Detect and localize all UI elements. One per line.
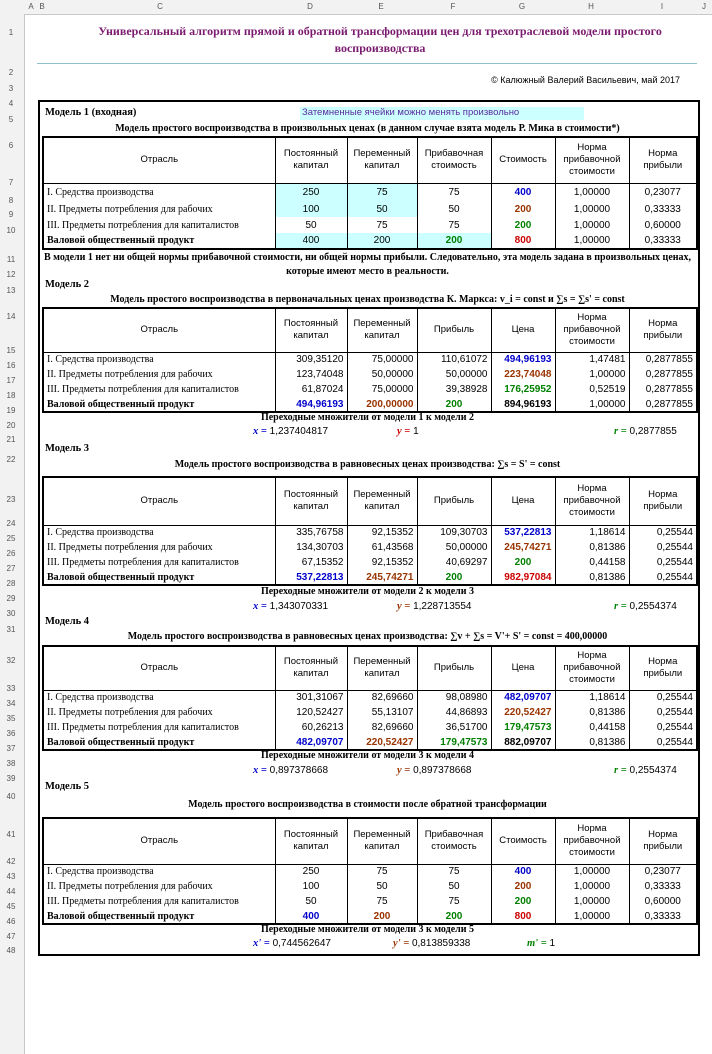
sector-cell-total[interactable]: Валовой общественный продукт bbox=[43, 397, 275, 412]
col-header-i[interactable]: I bbox=[660, 2, 664, 11]
model2-label: Модель 2 bbox=[45, 279, 90, 290]
hdr-var[interactable]: Переменный капитал bbox=[347, 818, 417, 864]
model1-comment: В модели 1 нет ни общей нормы прибавочной стоимости, ни общей нормы прибыли. Следовательно, эта модель задана в произвольных ценах, которые имеют место в реальности. bbox=[43, 252, 692, 277]
row-header-41[interactable]: 41 bbox=[6, 830, 16, 839]
hdr-value[interactable]: Стоимость bbox=[491, 818, 555, 864]
total-cell[interactable]: 200 bbox=[417, 397, 491, 412]
row-header-27[interactable]: 27 bbox=[6, 564, 16, 573]
hdr-norm-profit[interactable]: Норма прибыли bbox=[629, 646, 697, 690]
row-header-37[interactable]: 37 bbox=[6, 744, 16, 753]
editable-cell[interactable]: 50 bbox=[347, 201, 417, 217]
r-value[interactable]: 0,2554374 bbox=[629, 601, 677, 612]
row-header-19[interactable]: 19 bbox=[6, 406, 16, 415]
row-header-22[interactable]: 22 bbox=[6, 455, 16, 464]
data-cell[interactable]: 40,69297 bbox=[417, 555, 491, 570]
row-header-44[interactable]: 44 bbox=[6, 887, 16, 896]
sector-cell[interactable]: I. Средства производства bbox=[43, 864, 275, 879]
price-cell[interactable]: 179,47573 bbox=[491, 720, 555, 735]
total-cell[interactable]: 1,00000 bbox=[555, 397, 629, 412]
data-cell[interactable]: 1,18614 bbox=[555, 525, 629, 540]
data-cell[interactable]: 309,35120 bbox=[275, 352, 347, 367]
data-cell[interactable]: 0,33333 bbox=[629, 201, 697, 217]
data-cell[interactable]: 92,15352 bbox=[347, 555, 417, 570]
col-header-f[interactable]: F bbox=[450, 2, 456, 11]
row-header-10[interactable]: 10 bbox=[6, 226, 16, 235]
y-symbol: y = bbox=[397, 601, 411, 612]
total-cell[interactable]: 0,2877855 bbox=[629, 397, 697, 412]
hdr-price[interactable]: Цена bbox=[491, 477, 555, 525]
price-cell[interactable]: 482,09707 bbox=[491, 690, 555, 705]
model5-caption: Модель простого воспроизводства в стоимости после обратной трансформации bbox=[188, 799, 547, 810]
data-cell[interactable]: 100 bbox=[275, 879, 347, 894]
x-prime-value[interactable]: 0,744562647 bbox=[272, 938, 331, 949]
value-cell[interactable]: 400 bbox=[491, 864, 555, 879]
data-cell[interactable]: 50 bbox=[347, 879, 417, 894]
data-cell[interactable]: 110,61072 bbox=[417, 352, 491, 367]
hdr-sector[interactable]: Отрасль bbox=[43, 818, 275, 864]
model5-mult-caption: Переходные множители от модели 3 к модели 5 bbox=[260, 924, 475, 935]
hdr-surplus[interactable]: Прибавочная стоимость bbox=[417, 818, 491, 864]
r-value[interactable]: 0,2554374 bbox=[629, 765, 677, 776]
data-cell[interactable]: 60,26213 bbox=[275, 720, 347, 735]
total-cell[interactable]: 200 bbox=[417, 909, 491, 924]
data-cell[interactable]: 0,25544 bbox=[629, 555, 697, 570]
sector-cell[interactable]: I. Средства производства bbox=[43, 690, 275, 705]
row-header-35[interactable]: 35 bbox=[6, 714, 16, 723]
data-cell[interactable]: 75 bbox=[347, 217, 417, 233]
data-cell[interactable]: 0,23077 bbox=[629, 864, 697, 879]
hdr-sector[interactable]: Отрасль bbox=[43, 137, 275, 183]
row-header-33[interactable]: 33 bbox=[6, 684, 16, 693]
row-header-18[interactable]: 18 bbox=[6, 391, 16, 400]
hdr-sector[interactable]: Отрасль bbox=[43, 477, 275, 525]
total-cell[interactable]: 1,00000 bbox=[555, 233, 629, 249]
data-cell[interactable]: 75 bbox=[417, 217, 491, 233]
hdr-norm-profit[interactable]: Норма прибыли bbox=[629, 308, 697, 352]
data-cell[interactable]: 335,76758 bbox=[275, 525, 347, 540]
data-cell[interactable]: 82,69660 bbox=[347, 690, 417, 705]
price-cell[interactable]: 494,96193 bbox=[491, 352, 555, 367]
model3-label: Модель 3 bbox=[45, 443, 90, 454]
model1-table bbox=[42, 136, 698, 250]
model1-label: Модель 1 (входная) bbox=[45, 107, 137, 118]
sector-cell[interactable]: II. Предметы потребления для рабочих bbox=[43, 201, 275, 217]
data-cell[interactable]: 1,00000 bbox=[555, 367, 629, 382]
model4-mult-caption: Переходные множители от модели 3 к модели 4 bbox=[260, 750, 475, 761]
data-cell[interactable]: 0,60000 bbox=[629, 217, 697, 233]
data-cell[interactable]: 1,00000 bbox=[555, 879, 629, 894]
row-header-14[interactable]: 14 bbox=[6, 312, 16, 321]
row-header-46[interactable]: 46 bbox=[6, 917, 16, 926]
data-cell[interactable]: 0,2877855 bbox=[629, 367, 697, 382]
total-cell[interactable]: 245,74271 bbox=[347, 570, 417, 585]
row-header-30[interactable]: 30 bbox=[6, 609, 16, 618]
data-cell[interactable]: 0,33333 bbox=[629, 879, 697, 894]
data-cell[interactable]: 75,00000 bbox=[347, 352, 417, 367]
col-header-j[interactable]: J bbox=[702, 2, 706, 11]
hdr-norm-surplus[interactable]: Норма прибавочной стоимости bbox=[555, 308, 629, 352]
x-value[interactable]: 1,237404817 bbox=[269, 426, 329, 437]
row-header-4[interactable]: 4 bbox=[8, 99, 14, 108]
sector-cell[interactable]: II. Предметы потребления для рабочих bbox=[43, 540, 275, 555]
row-header-7[interactable]: 7 bbox=[8, 178, 14, 187]
total-price-cell[interactable]: 982,97084 bbox=[491, 570, 555, 585]
editable-cell[interactable]: 100 bbox=[275, 201, 347, 217]
row-header-20[interactable]: 20 bbox=[6, 421, 16, 430]
model3-mult-caption: Переходные множители от модели 2 к модели 3 bbox=[260, 586, 475, 597]
row-header-25[interactable]: 25 bbox=[6, 534, 16, 543]
row-header-38[interactable]: 38 bbox=[6, 759, 16, 768]
total-cell[interactable]: 200 bbox=[347, 233, 417, 249]
hdr-sector[interactable]: Отрасль bbox=[43, 308, 275, 352]
data-cell[interactable]: 0,25544 bbox=[629, 705, 697, 720]
data-cell[interactable]: 109,30703 bbox=[417, 525, 491, 540]
model2-table bbox=[42, 307, 698, 413]
total-cell[interactable]: 400 bbox=[275, 909, 347, 924]
r-value[interactable]: 0,2877855 bbox=[629, 426, 677, 437]
data-cell[interactable]: 0,52519 bbox=[555, 382, 629, 397]
data-cell[interactable]: 50,00000 bbox=[417, 540, 491, 555]
data-cell[interactable]: 0,23077 bbox=[629, 183, 697, 201]
data-cell[interactable]: 50 bbox=[417, 201, 491, 217]
row-header-42[interactable]: 42 bbox=[6, 857, 16, 866]
hdr-profit[interactable]: Прибыль bbox=[417, 646, 491, 690]
model2-x-multiplier bbox=[253, 426, 328, 437]
sector-cell[interactable]: III. Предметы потребления для капиталистов bbox=[43, 382, 275, 397]
model2-caption: Модель простого воспроизводства в первоначальных ценах производства К. Маркса: v_i = const и ∑s = ∑s' = const bbox=[110, 294, 625, 305]
hdr-var[interactable]: Переменный капитал bbox=[347, 137, 417, 183]
row-header-17[interactable]: 17 bbox=[6, 376, 16, 385]
data-cell[interactable]: 44,86893 bbox=[417, 705, 491, 720]
price-cell[interactable]: 245,74271 bbox=[491, 540, 555, 555]
data-cell[interactable]: 75 bbox=[417, 183, 491, 201]
value-cell[interactable]: 200 bbox=[491, 201, 555, 217]
total-value-cell[interactable]: 800 bbox=[491, 909, 555, 924]
value-cell[interactable]: 400 bbox=[491, 183, 555, 201]
data-cell[interactable]: 75 bbox=[417, 894, 491, 909]
total-cell[interactable]: 200,00000 bbox=[347, 397, 417, 412]
row-header-40[interactable]: 40 bbox=[6, 792, 16, 801]
hdr-norm-surplus[interactable]: Норма прибавочной стоимости bbox=[555, 137, 629, 183]
x-value[interactable]: 0,897378668 bbox=[269, 765, 329, 776]
model4-caption: Модель простого воспроизводства в равновесных ценах производства: ∑v + ∑s = V'+ S' = const = 400,00000 bbox=[127, 631, 608, 642]
total-cell[interactable]: 400 bbox=[275, 233, 347, 249]
data-cell[interactable]: 0,25544 bbox=[629, 690, 697, 705]
model4-y-multiplier bbox=[397, 765, 471, 776]
hdr-const[interactable]: Постоянный капитал bbox=[275, 308, 347, 352]
r-symbol: r = bbox=[614, 426, 627, 437]
model3-table bbox=[42, 476, 698, 586]
y-value[interactable]: 0,897378668 bbox=[413, 765, 472, 776]
worksheet bbox=[25, 14, 712, 1054]
data-cell[interactable]: 98,08980 bbox=[417, 690, 491, 705]
data-cell[interactable]: 0,60000 bbox=[629, 894, 697, 909]
m-prime-value[interactable]: 1 bbox=[549, 938, 556, 949]
total-price-cell[interactable]: 882,09707 bbox=[491, 735, 555, 750]
hdr-norm-profit[interactable]: Норма прибыли bbox=[629, 477, 697, 525]
model4-x-multiplier bbox=[253, 765, 328, 776]
total-cell[interactable]: 0,25544 bbox=[629, 570, 697, 585]
column-header-bar bbox=[0, 0, 712, 15]
data-cell[interactable]: 50,00000 bbox=[347, 367, 417, 382]
col-header-b[interactable]: B bbox=[39, 2, 45, 11]
sector-cell[interactable]: I. Средства производства bbox=[43, 525, 275, 540]
sector-cell[interactable]: II. Предметы потребления для рабочих bbox=[43, 879, 275, 894]
total-cell[interactable]: 0,33333 bbox=[629, 909, 697, 924]
row-header-5[interactable]: 5 bbox=[8, 115, 14, 124]
col-header-e[interactable]: E bbox=[378, 2, 384, 11]
hdr-const[interactable]: Постоянный капитал bbox=[275, 646, 347, 690]
x-symbol: x = bbox=[253, 765, 267, 776]
hdr-profit[interactable]: Прибыль bbox=[417, 308, 491, 352]
x-prime-symbol: x' = bbox=[253, 938, 270, 949]
total-cell[interactable]: 200 bbox=[417, 233, 491, 249]
hdr-surplus[interactable]: Прибавочная стоимость bbox=[417, 137, 491, 183]
data-cell[interactable]: 134,30703 bbox=[275, 540, 347, 555]
sector-cell[interactable]: II. Предметы потребления для рабочих bbox=[43, 367, 275, 382]
row-header-23[interactable]: 23 bbox=[6, 495, 16, 504]
data-cell[interactable]: 0,81386 bbox=[555, 540, 629, 555]
data-cell[interactable]: 301,31067 bbox=[275, 690, 347, 705]
data-cell[interactable]: 0,44158 bbox=[555, 720, 629, 735]
hdr-norm-surplus[interactable]: Норма прибавочной стоимости bbox=[555, 477, 629, 525]
row-header-16[interactable]: 16 bbox=[6, 361, 16, 370]
data-cell[interactable]: 67,15352 bbox=[275, 555, 347, 570]
sector-cell[interactable]: III. Предметы потребления для капиталистов bbox=[43, 555, 275, 570]
hdr-profit[interactable]: Прибыль bbox=[417, 477, 491, 525]
row-header-2[interactable]: 2 bbox=[8, 68, 14, 77]
data-cell[interactable]: 0,25544 bbox=[629, 720, 697, 735]
total-cell[interactable]: 200 bbox=[347, 909, 417, 924]
value-cell[interactable]: 200 bbox=[491, 879, 555, 894]
data-cell[interactable]: 0,2877855 bbox=[629, 382, 697, 397]
model5-table bbox=[42, 817, 698, 925]
total-cell[interactable]: 0,25544 bbox=[629, 735, 697, 750]
total-cell[interactable]: 494,96193 bbox=[275, 397, 347, 412]
row-header-36[interactable]: 36 bbox=[6, 729, 16, 738]
row-header-34[interactable]: 34 bbox=[6, 699, 16, 708]
row-header-12[interactable]: 12 bbox=[6, 270, 16, 279]
data-cell[interactable]: 0,81386 bbox=[555, 705, 629, 720]
row-header-26[interactable]: 26 bbox=[6, 549, 16, 558]
row-header-48[interactable]: 48 bbox=[6, 946, 16, 955]
col-header-g[interactable]: G bbox=[518, 2, 526, 11]
model1-caption: Модель простого воспроизводства в произвольных ценах (в данном случае взята модель Р. Мика в стоимости*) bbox=[115, 123, 620, 134]
row-header-8[interactable]: 8 bbox=[8, 196, 14, 205]
x-symbol: x = bbox=[253, 426, 267, 437]
data-cell[interactable]: 1,18614 bbox=[555, 690, 629, 705]
data-cell[interactable]: 61,43568 bbox=[347, 540, 417, 555]
data-cell[interactable]: 50 bbox=[275, 894, 347, 909]
row-header-43[interactable]: 43 bbox=[6, 872, 16, 881]
editable-cells-note: Затемненные ячейки можно менять произвольно bbox=[300, 107, 584, 120]
model5-x-multiplier bbox=[253, 938, 331, 949]
model2-y-multiplier bbox=[397, 426, 419, 437]
sector-cell[interactable]: I. Средства производства bbox=[43, 352, 275, 367]
hdr-var[interactable]: Переменный капитал bbox=[347, 477, 417, 525]
total-cell[interactable]: 537,22813 bbox=[275, 570, 347, 585]
editable-cell[interactable]: 75 bbox=[347, 183, 417, 201]
total-cell[interactable]: 1,00000 bbox=[555, 909, 629, 924]
data-cell[interactable]: 0,2877855 bbox=[629, 352, 697, 367]
hdr-sector[interactable]: Отрасль bbox=[43, 646, 275, 690]
model2-mult-caption: Переходные множители от модели 1 к модели 2 bbox=[260, 412, 475, 423]
model3-caption: Модель простого воспроизводства в равновесных ценах производства: ∑s = S' = const bbox=[174, 459, 561, 470]
data-cell[interactable]: 123,74048 bbox=[275, 367, 347, 382]
price-cell[interactable]: 537,22813 bbox=[491, 525, 555, 540]
data-cell[interactable]: 50 bbox=[417, 879, 491, 894]
col-header-a[interactable]: A bbox=[28, 2, 34, 11]
sector-cell[interactable]: III. Предметы потребления для капиталистов bbox=[43, 217, 275, 233]
sector-cell[interactable]: II. Предметы потребления для рабочих bbox=[43, 705, 275, 720]
model2-r-multiplier bbox=[614, 426, 677, 437]
hdr-const[interactable]: Постоянный капитал bbox=[275, 477, 347, 525]
row-header-15[interactable]: 15 bbox=[6, 346, 16, 355]
price-cell[interactable]: 176,25952 bbox=[491, 382, 555, 397]
data-cell[interactable]: 120,52427 bbox=[275, 705, 347, 720]
data-cell[interactable]: 1,00000 bbox=[555, 201, 629, 217]
hdr-const[interactable]: Постоянный капитал bbox=[275, 818, 347, 864]
data-cell[interactable]: 75 bbox=[347, 864, 417, 879]
row-header-13[interactable]: 13 bbox=[6, 286, 16, 295]
data-cell[interactable]: 1,00000 bbox=[555, 217, 629, 233]
row-header-11[interactable]: 11 bbox=[6, 255, 16, 264]
row-header-9[interactable]: 9 bbox=[8, 210, 14, 219]
page-title: Универсальный алгоритм прямой и обратной трансформации цен для трехотраслевой модели простого воспроизводства bbox=[98, 24, 662, 55]
y-value[interactable]: 1,228713554 bbox=[413, 601, 472, 612]
data-cell[interactable]: 75,00000 bbox=[347, 382, 417, 397]
sector-cell-total[interactable]: Валовой общественный продукт bbox=[43, 233, 275, 249]
data-cell[interactable]: 61,87024 bbox=[275, 382, 347, 397]
data-cell[interactable]: 50,00000 bbox=[417, 367, 491, 382]
price-cell[interactable]: 223,74048 bbox=[491, 367, 555, 382]
row-header-bar bbox=[0, 14, 25, 1054]
sector-cell-total[interactable]: Валовой общественный продукт bbox=[43, 909, 275, 924]
r-symbol: r = bbox=[614, 601, 627, 612]
hdr-var[interactable]: Переменный капитал bbox=[347, 646, 417, 690]
total-cell[interactable]: 0,81386 bbox=[555, 735, 629, 750]
data-cell[interactable]: 50 bbox=[275, 217, 347, 233]
model3-r-multiplier bbox=[614, 601, 677, 612]
total-cell[interactable]: 0,33333 bbox=[629, 233, 697, 249]
y-value[interactable]: 1 bbox=[413, 426, 419, 437]
row-header-47[interactable]: 47 bbox=[6, 932, 16, 941]
data-cell[interactable]: 0,44158 bbox=[555, 555, 629, 570]
row-header-39[interactable]: 39 bbox=[6, 774, 16, 783]
model5-m-multiplier bbox=[527, 938, 555, 949]
total-cell[interactable]: 179,47573 bbox=[417, 735, 491, 750]
price-cell[interactable]: 220,52427 bbox=[491, 705, 555, 720]
total-cell[interactable]: 482,09707 bbox=[275, 735, 347, 750]
model4-label: Модель 4 bbox=[45, 616, 90, 627]
data-cell[interactable]: 92,15352 bbox=[347, 525, 417, 540]
row-header-21[interactable]: 21 bbox=[6, 435, 16, 444]
total-cell[interactable]: 220,52427 bbox=[347, 735, 417, 750]
data-cell[interactable]: 1,00000 bbox=[555, 864, 629, 879]
hdr-value[interactable]: Стоимость bbox=[491, 137, 555, 183]
row-header-31[interactable]: 31 bbox=[6, 625, 16, 634]
r-symbol: r = bbox=[614, 765, 627, 776]
total-cell[interactable]: 0,81386 bbox=[555, 570, 629, 585]
data-cell[interactable]: 39,38928 bbox=[417, 382, 491, 397]
row-header-45[interactable]: 45 bbox=[6, 902, 16, 911]
value-cell[interactable]: 200 bbox=[491, 894, 555, 909]
copyright-text: © Калюжный Валерий Васильевич, май 2017 bbox=[491, 75, 680, 85]
data-cell[interactable]: 75 bbox=[417, 864, 491, 879]
data-cell[interactable]: 75 bbox=[347, 894, 417, 909]
data-cell[interactable]: 82,69660 bbox=[347, 720, 417, 735]
sector-cell[interactable]: III. Предметы потребления для капиталистов bbox=[43, 894, 275, 909]
hdr-var[interactable]: Переменный капитал bbox=[347, 308, 417, 352]
total-cell[interactable]: 200 bbox=[417, 570, 491, 585]
col-header-c[interactable]: C bbox=[157, 2, 163, 11]
hdr-norm-profit[interactable]: Норма прибыли bbox=[629, 137, 697, 183]
row-header-1[interactable]: 1 bbox=[8, 28, 14, 37]
sector-cell-total[interactable]: Валовой общественный продукт bbox=[43, 570, 275, 585]
hdr-const[interactable]: Постоянный капитал bbox=[275, 137, 347, 183]
editable-cell[interactable]: 250 bbox=[275, 183, 347, 201]
data-cell[interactable]: 1,47481 bbox=[555, 352, 629, 367]
y-prime-symbol: y' = bbox=[393, 938, 410, 949]
model4-r-multiplier bbox=[614, 765, 677, 776]
row-header-28[interactable]: 28 bbox=[6, 579, 16, 588]
row-header-29[interactable]: 29 bbox=[6, 594, 16, 603]
data-cell[interactable]: 55,13107 bbox=[347, 705, 417, 720]
row-header-6[interactable]: 6 bbox=[8, 141, 14, 150]
sector-cell[interactable]: III. Предметы потребления для капиталистов bbox=[43, 720, 275, 735]
row-header-24[interactable]: 24 bbox=[6, 519, 16, 528]
m-prime-symbol: m' = bbox=[527, 938, 547, 949]
row-header-32[interactable]: 32 bbox=[6, 656, 16, 665]
hdr-price[interactable]: Цена bbox=[491, 646, 555, 690]
y-symbol: y = bbox=[397, 426, 411, 437]
model3-x-multiplier bbox=[253, 601, 328, 612]
data-cell[interactable]: 1,00000 bbox=[555, 894, 629, 909]
model5-label: Модель 5 bbox=[45, 781, 90, 792]
y-prime-value[interactable]: 0,813859338 bbox=[411, 938, 471, 949]
sector-cell-total[interactable]: Валовой общественный продукт bbox=[43, 735, 275, 750]
y-symbol: y = bbox=[397, 765, 411, 776]
total-value-cell[interactable]: 800 bbox=[491, 233, 555, 249]
row-header-3[interactable]: 3 bbox=[8, 84, 14, 93]
model3-y-multiplier bbox=[397, 601, 471, 612]
sector-cell[interactable]: I. Средства производства bbox=[43, 183, 275, 201]
x-value[interactable]: 1,343070331 bbox=[269, 601, 329, 612]
total-price-cell[interactable]: 894,96193 bbox=[491, 397, 555, 412]
value-cell[interactable]: 200 bbox=[491, 217, 555, 233]
data-cell[interactable]: 36,51700 bbox=[417, 720, 491, 735]
model4-table bbox=[42, 645, 698, 751]
col-header-d[interactable]: D bbox=[307, 2, 313, 11]
col-header-h[interactable]: H bbox=[588, 2, 594, 11]
model5-y-multiplier bbox=[393, 938, 470, 949]
price-cell[interactable]: 200 bbox=[491, 555, 555, 570]
data-cell[interactable]: 1,00000 bbox=[555, 183, 629, 201]
x-symbol: x = bbox=[253, 601, 267, 612]
hdr-norm-profit[interactable]: Норма прибыли bbox=[629, 818, 697, 864]
data-cell[interactable]: 0,25544 bbox=[629, 525, 697, 540]
title-divider bbox=[37, 63, 697, 64]
hdr-price[interactable]: Цена bbox=[491, 308, 555, 352]
data-cell[interactable]: 250 bbox=[275, 864, 347, 879]
data-cell[interactable]: 0,25544 bbox=[629, 540, 697, 555]
hdr-norm-surplus[interactable]: Норма прибавочной стоимости bbox=[555, 818, 629, 864]
hdr-norm-surplus[interactable]: Норма прибавочной стоимости bbox=[555, 646, 629, 690]
